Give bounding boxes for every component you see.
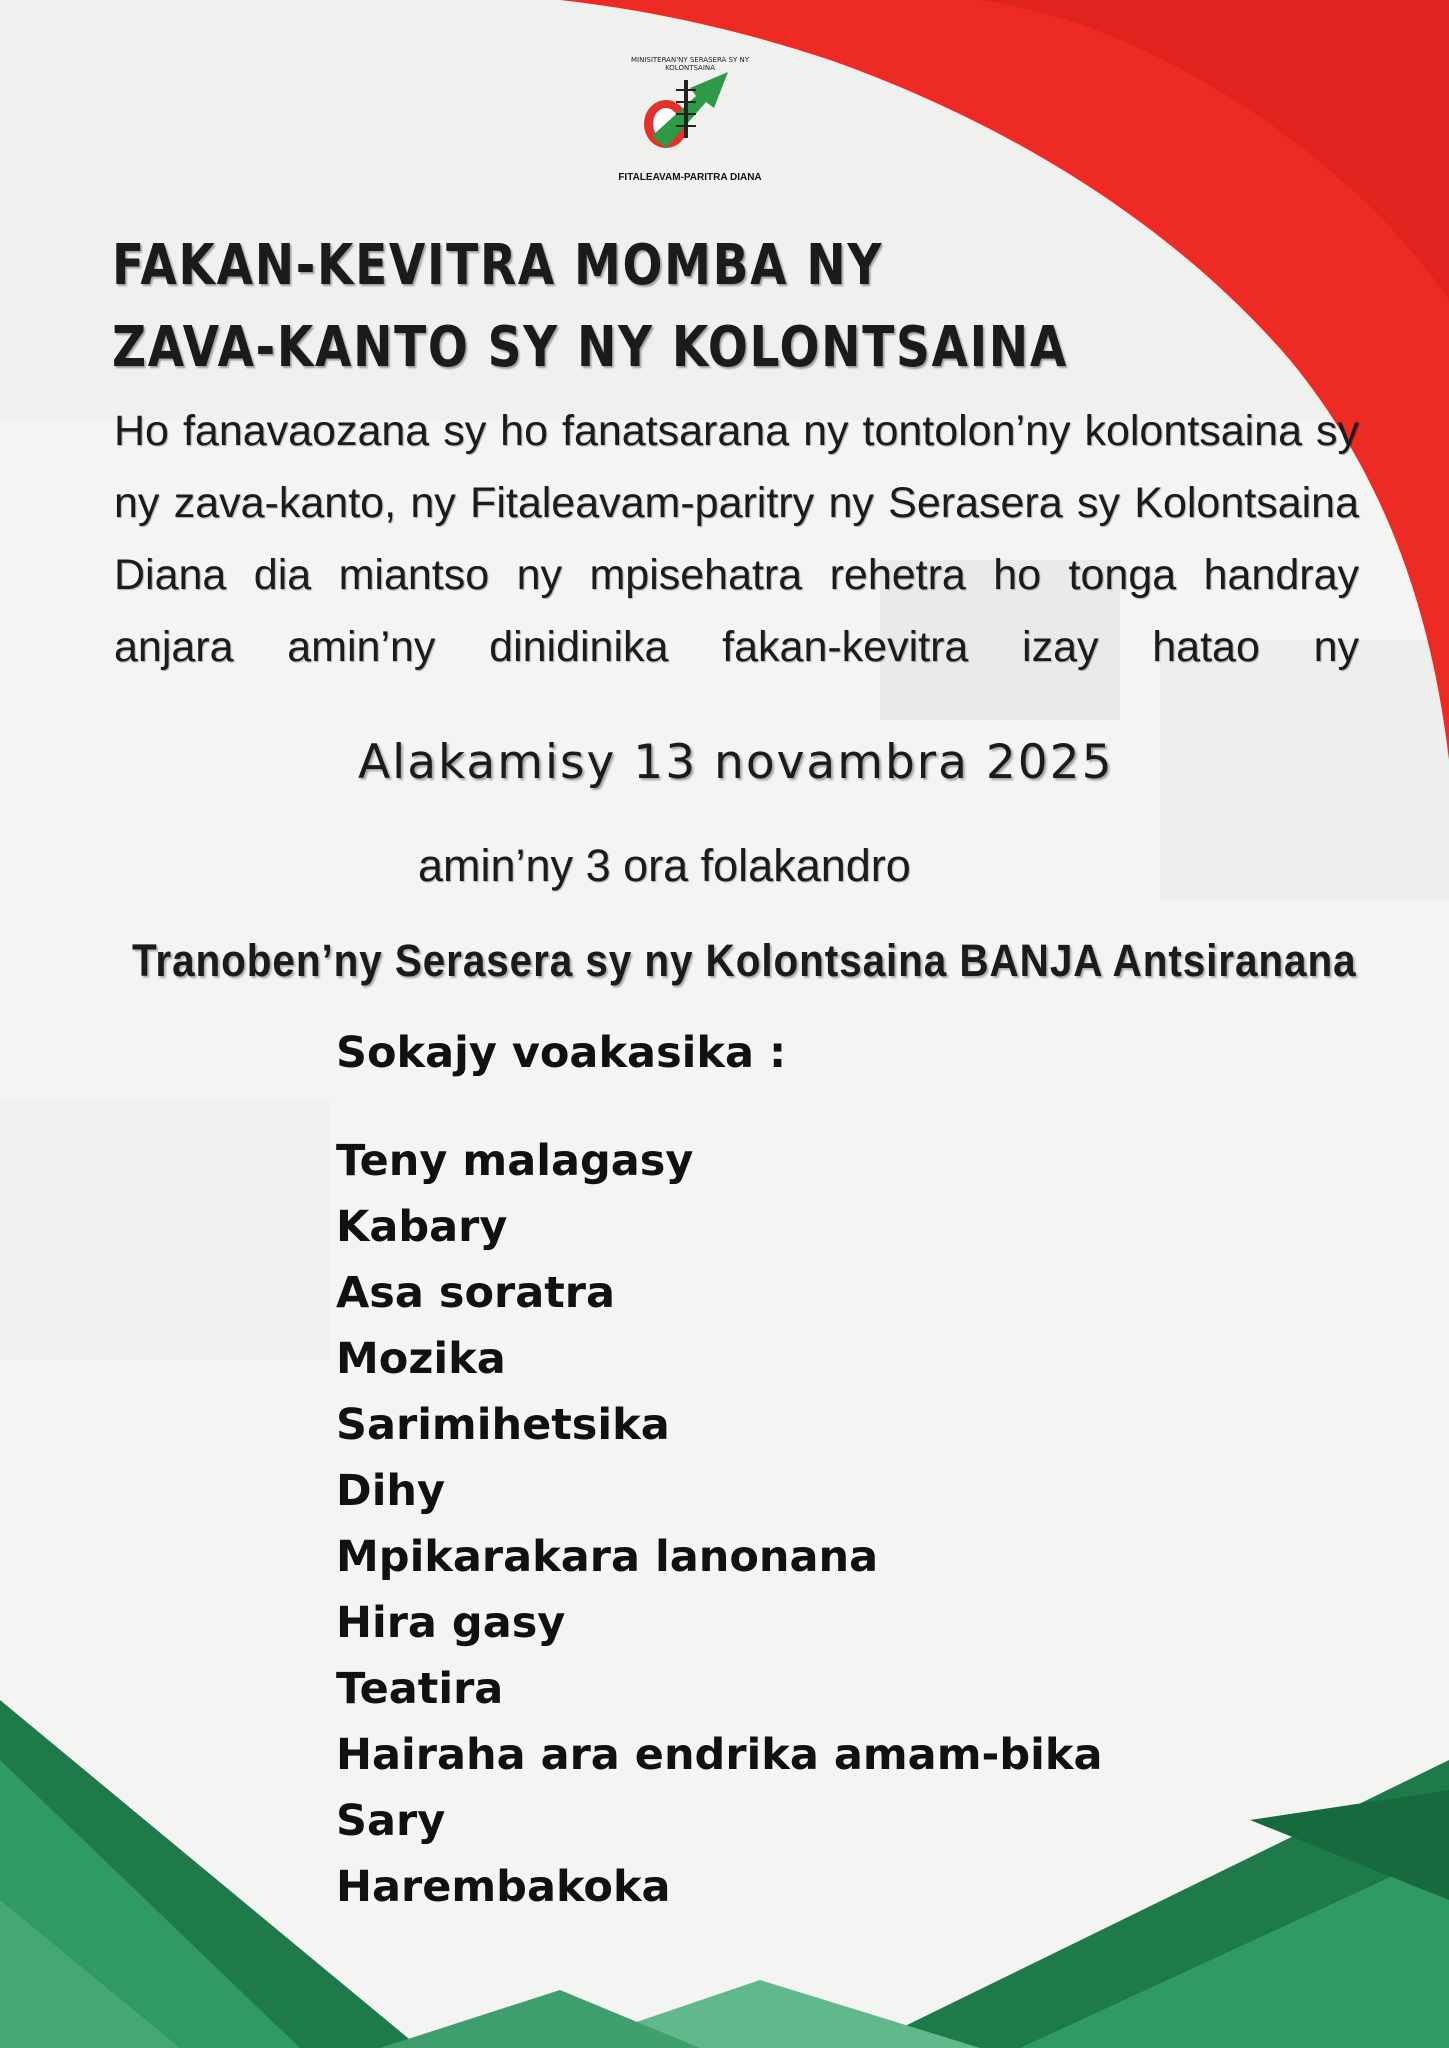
category-item: Teatira [336,1664,504,1714]
category-item: Teny malagasy [336,1136,694,1186]
category-item: Kabary [336,1202,508,1252]
category-item: Mozika [336,1334,506,1384]
page-title [112,225,1068,389]
title-line-2: ZAVA-KANTO SY NY KOLONTSAINA [112,315,1068,380]
category-item: Hairaha ara endrika amam-bika [336,1730,1103,1780]
logo-bottom-text: FITALEAVAM-PARITRA DIANA [618,172,762,183]
category-item: Harembakoka [336,1862,671,1912]
categories-heading: Sokajy voakasika : [336,1028,787,1078]
event-time: amin’ny 3 ora folakandro [418,840,911,891]
event-date: Alakamisy 13 novambra 2025 [358,735,1114,790]
intro-paragraph: Ho fanavaozana sy ho fanatsarana ny tontolon’ny kolontsaina sy ny zava-kanto, ny Fitaleavam-paritry ny Serasera sy Kolontsaina Diana dia miantso ny mpisehatra rehetra ho tonga handray anjara amin’ny dinidinika fakan-kevitra izay hatao ny [114,407,1359,671]
category-item: Sary [336,1796,446,1846]
ministry-logo [610,48,770,190]
category-item: Dihy [336,1466,446,1516]
logo-top-text: MINISITERAN'NY SERASERA SY NY KOLONTSAINA [630,56,750,72]
category-item: Hira gasy [336,1598,566,1648]
event-venue: Tranoben’ny Serasera sy ny Kolontsaina BANJA Antsiranana [132,935,1357,986]
logo-emblem-icon [632,66,748,170]
categories-list [336,1128,1102,1920]
title-line-1: FAKAN-KEVITRA MOMBA NY [112,233,884,298]
category-item: Sarimihetsika [336,1400,670,1450]
category-item: Mpikarakara lanonana [336,1532,879,1582]
category-item: Asa soratra [336,1268,615,1318]
